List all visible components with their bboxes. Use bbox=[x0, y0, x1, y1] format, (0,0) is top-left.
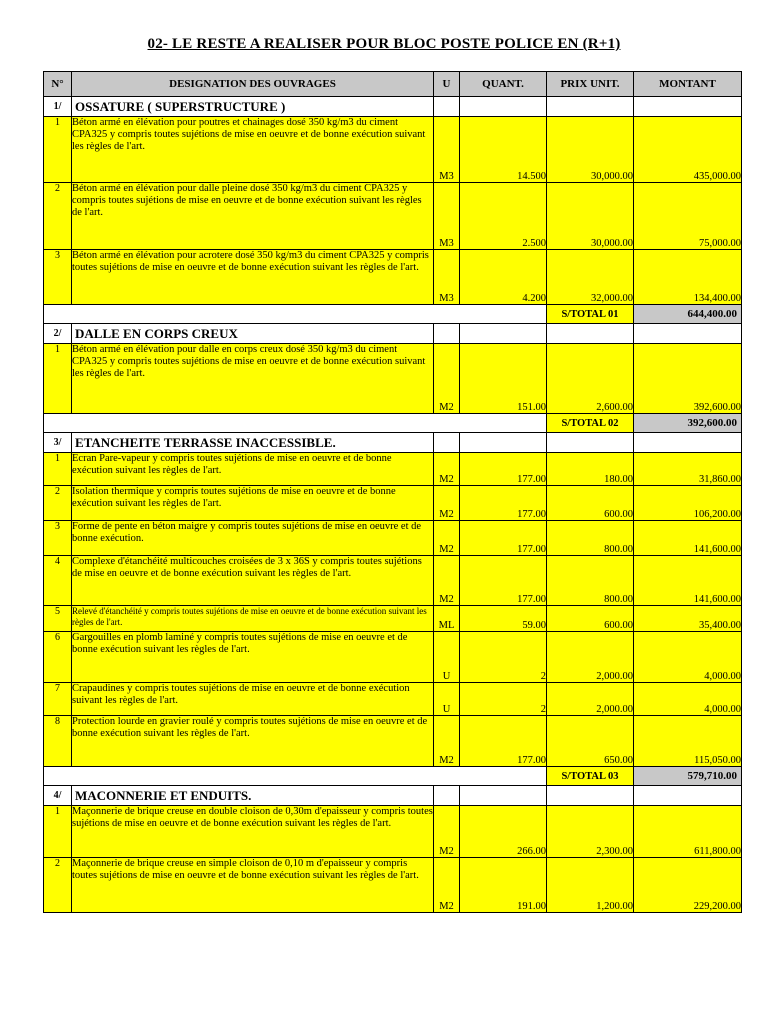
section-number: 4/ bbox=[44, 786, 72, 806]
item-unit: M3 bbox=[434, 117, 460, 183]
empty-cell bbox=[547, 97, 634, 117]
item-designation: Maçonnerie de brique creuse en simple cloison de 0,10 m d'epaisseur y compris toutes sujétions de mise en oeuvre et de bonne exécution suivant les règles de l'art. bbox=[72, 858, 434, 913]
table-row bbox=[44, 250, 742, 305]
section-header-row bbox=[44, 97, 742, 117]
subtotal-spacer bbox=[44, 305, 547, 324]
section-header-row bbox=[44, 433, 742, 453]
subtotal-label: S/TOTAL 03 bbox=[547, 767, 634, 786]
item-amount: 35,400.00 bbox=[634, 606, 742, 632]
item-unit: M3 bbox=[434, 183, 460, 250]
item-designation: Béton armé en élévation pour poutres et chainages dosé 350 kg/m3 du ciment CPA325 y compris toutes sujétions de mise en oeuvre et de bonne exécution suivant les règles de l'art. bbox=[72, 117, 434, 183]
item-quantity: 191.00 bbox=[460, 858, 547, 913]
item-unit-price: 1,200.00 bbox=[547, 858, 634, 913]
item-unit-price: 30,000.00 bbox=[547, 117, 634, 183]
subtotal-label: S/TOTAL 02 bbox=[547, 414, 634, 433]
item-quantity: 266.00 bbox=[460, 806, 547, 858]
empty-cell bbox=[634, 786, 742, 806]
section-header-row bbox=[44, 786, 742, 806]
table-row bbox=[44, 453, 742, 486]
item-quantity: 177.00 bbox=[460, 486, 547, 521]
item-unit: M2 bbox=[434, 806, 460, 858]
empty-cell bbox=[434, 786, 460, 806]
section-number: 1/ bbox=[44, 97, 72, 117]
item-amount: 4,000.00 bbox=[634, 632, 742, 683]
item-number: 4 bbox=[44, 556, 72, 606]
empty-cell bbox=[460, 786, 547, 806]
item-number: 1 bbox=[44, 344, 72, 414]
item-unit-price: 600.00 bbox=[547, 606, 634, 632]
empty-cell bbox=[547, 433, 634, 453]
item-designation: Béton armé en élévation pour acrotere dosé 350 kg/m3 du ciment CPA325 y compris toutes sujétions de mise en oeuvre et de bonne exécution suivant les règles de l'art. bbox=[72, 250, 434, 305]
table-row bbox=[44, 117, 742, 183]
item-number: 1 bbox=[44, 117, 72, 183]
item-unit-price: 2,000.00 bbox=[547, 683, 634, 716]
subtotal-amount: 644,400.00 bbox=[634, 305, 742, 324]
item-unit-price: 180.00 bbox=[547, 453, 634, 486]
subtotal-row bbox=[44, 305, 742, 324]
table-body bbox=[44, 97, 742, 913]
item-designation: Protection lourde en gravier roulé y compris toutes sujétions de mise en oeuvre et de bonne exécution suivant les règles de l'art. bbox=[72, 716, 434, 767]
subtotal-row bbox=[44, 414, 742, 433]
header-unit: U bbox=[434, 72, 460, 97]
item-quantity: 59.00 bbox=[460, 606, 547, 632]
section-title: DALLE EN CORPS CREUX bbox=[72, 324, 434, 344]
item-unit: M2 bbox=[434, 486, 460, 521]
item-amount: 229,200.00 bbox=[634, 858, 742, 913]
header-quantity: QUANT. bbox=[460, 72, 547, 97]
item-unit: M2 bbox=[434, 858, 460, 913]
item-designation: Béton armé en élévation pour dalle pleine dosé 350 kg/m3 du ciment CPA325 y compris toutes sujétions de mise en oeuvre et de bonne exécution suivant les règles de l'art. bbox=[72, 183, 434, 250]
item-amount: 611,800.00 bbox=[634, 806, 742, 858]
item-number: 3 bbox=[44, 250, 72, 305]
subtotal-label: S/TOTAL 01 bbox=[547, 305, 634, 324]
item-unit-price: 650.00 bbox=[547, 716, 634, 767]
item-designation: Crapaudines y compris toutes sujétions de mise en oeuvre et de bonne exécution suivant les règles de l'art. bbox=[72, 683, 434, 716]
item-quantity: 2.500 bbox=[460, 183, 547, 250]
item-designation: Maçonnerie de brique creuse en double cloison de 0,30m d'epaisseur y compris toutes sujétions de mise en oeuvre et de bonne exécution suivant les règles de l'art. bbox=[72, 806, 434, 858]
empty-cell bbox=[547, 324, 634, 344]
item-unit: M2 bbox=[434, 453, 460, 486]
item-unit: M2 bbox=[434, 344, 460, 414]
item-number: 3 bbox=[44, 521, 72, 556]
item-number: 2 bbox=[44, 486, 72, 521]
empty-cell bbox=[547, 786, 634, 806]
item-number: 2 bbox=[44, 858, 72, 913]
item-quantity: 151.00 bbox=[460, 344, 547, 414]
item-number: 1 bbox=[44, 453, 72, 486]
item-number: 5 bbox=[44, 606, 72, 632]
item-unit-price: 30,000.00 bbox=[547, 183, 634, 250]
item-quantity: 14.500 bbox=[460, 117, 547, 183]
item-quantity: 177.00 bbox=[460, 556, 547, 606]
section-number: 2/ bbox=[44, 324, 72, 344]
subtotal-spacer bbox=[44, 767, 547, 786]
item-number: 8 bbox=[44, 716, 72, 767]
item-designation: Béton armé en élévation pour dalle en corps creux dosé 350 kg/m3 du ciment CPA325 y compris toutes sujétions de mise en oeuvre et de bonne exécution suivant les règles de l'art. bbox=[72, 344, 434, 414]
table-header-row bbox=[44, 72, 742, 97]
item-amount: 106,200.00 bbox=[634, 486, 742, 521]
item-unit-price: 32,000.00 bbox=[547, 250, 634, 305]
table-row bbox=[44, 683, 742, 716]
item-unit: U bbox=[434, 683, 460, 716]
section-title: OSSATURE ( SUPERSTRUCTURE ) bbox=[72, 97, 434, 117]
item-amount: 4,000.00 bbox=[634, 683, 742, 716]
header-unit-price: PRIX UNIT. bbox=[547, 72, 634, 97]
item-amount: 75,000.00 bbox=[634, 183, 742, 250]
item-designation: Ecran Pare-vapeur y compris toutes sujétions de mise en oeuvre et de bonne exécution suivant les règles de l'art. bbox=[72, 453, 434, 486]
subtotal-row bbox=[44, 767, 742, 786]
item-designation: Relevé d'étanchéité y compris toutes sujétions de mise en oeuvre et de bonne exécution suivant les règles de l'art. bbox=[72, 606, 434, 632]
item-amount: 115,050.00 bbox=[634, 716, 742, 767]
empty-cell bbox=[434, 97, 460, 117]
item-unit-price: 800.00 bbox=[547, 521, 634, 556]
item-number: 7 bbox=[44, 683, 72, 716]
table-row bbox=[44, 858, 742, 913]
section-number: 3/ bbox=[44, 433, 72, 453]
item-unit-price: 2,000.00 bbox=[547, 632, 634, 683]
item-quantity: 177.00 bbox=[460, 453, 547, 486]
subtotal-spacer bbox=[44, 414, 547, 433]
item-quantity: 4.200 bbox=[460, 250, 547, 305]
item-unit-price: 2,300.00 bbox=[547, 806, 634, 858]
subtotal-amount: 579,710.00 bbox=[634, 767, 742, 786]
table-row bbox=[44, 486, 742, 521]
item-amount: 31,860.00 bbox=[634, 453, 742, 486]
page-title: 02- LE RESTE A REALISER POUR BLOC POSTE POLICE EN (R+1) bbox=[147, 36, 621, 52]
empty-cell bbox=[634, 433, 742, 453]
table-row bbox=[44, 806, 742, 858]
item-amount: 141,600.00 bbox=[634, 521, 742, 556]
empty-cell bbox=[634, 97, 742, 117]
item-quantity: 2 bbox=[460, 683, 547, 716]
empty-cell bbox=[460, 97, 547, 117]
item-unit-price: 600.00 bbox=[547, 486, 634, 521]
item-number: 2 bbox=[44, 183, 72, 250]
section-title: ETANCHEITE TERRASSE INACCESSIBLE. bbox=[72, 433, 434, 453]
table-row bbox=[44, 344, 742, 414]
table-row bbox=[44, 632, 742, 683]
header-num: N° bbox=[44, 72, 72, 97]
item-unit: M2 bbox=[434, 521, 460, 556]
item-unit-price: 800.00 bbox=[547, 556, 634, 606]
item-amount: 141,600.00 bbox=[634, 556, 742, 606]
subtotal-amount: 392,600.00 bbox=[634, 414, 742, 433]
item-designation: Forme de pente en béton maigre y compris toutes sujétions de mise en oeuvre et de bonne exécution. bbox=[72, 521, 434, 556]
empty-cell bbox=[460, 324, 547, 344]
header-amount: MONTANT bbox=[634, 72, 742, 97]
table-row bbox=[44, 521, 742, 556]
table-row bbox=[44, 606, 742, 632]
item-unit: M2 bbox=[434, 716, 460, 767]
item-quantity: 2 bbox=[460, 632, 547, 683]
empty-cell bbox=[460, 433, 547, 453]
item-unit-price: 2,600.00 bbox=[547, 344, 634, 414]
empty-cell bbox=[634, 324, 742, 344]
empty-cell bbox=[434, 433, 460, 453]
item-designation: Gargouilles en plomb laminé y compris toutes sujétions de mise en oeuvre et de bonne exécution suivant les règles de l'art. bbox=[72, 632, 434, 683]
item-designation: Complexe d'étanchéité multicouches croisées de 3 x 36S y compris toutes sujétions de mise en oeuvre et de bonne exécution suivant les règles de l'art. bbox=[72, 556, 434, 606]
item-amount: 435,000.00 bbox=[634, 117, 742, 183]
table-row bbox=[44, 183, 742, 250]
item-unit: U bbox=[434, 632, 460, 683]
item-designation: Isolation thermique y compris toutes sujétions de mise en oeuvre et de bonne exécution suivant les règles de l'art. bbox=[72, 486, 434, 521]
item-amount: 392,600.00 bbox=[634, 344, 742, 414]
item-number: 6 bbox=[44, 632, 72, 683]
empty-cell bbox=[434, 324, 460, 344]
section-title: MACONNERIE ET ENDUITS. bbox=[72, 786, 434, 806]
table-row bbox=[44, 716, 742, 767]
header-designation: DESIGNATION DES OUVRAGES bbox=[72, 72, 434, 97]
item-unit: M3 bbox=[434, 250, 460, 305]
item-unit: ML bbox=[434, 606, 460, 632]
bill-of-quantities-table bbox=[43, 71, 742, 913]
item-amount: 134,400.00 bbox=[634, 250, 742, 305]
table-row bbox=[44, 556, 742, 606]
item-quantity: 177.00 bbox=[460, 716, 547, 767]
section-header-row bbox=[44, 324, 742, 344]
item-unit: M2 bbox=[434, 556, 460, 606]
item-number: 1 bbox=[44, 806, 72, 858]
item-quantity: 177.00 bbox=[460, 521, 547, 556]
